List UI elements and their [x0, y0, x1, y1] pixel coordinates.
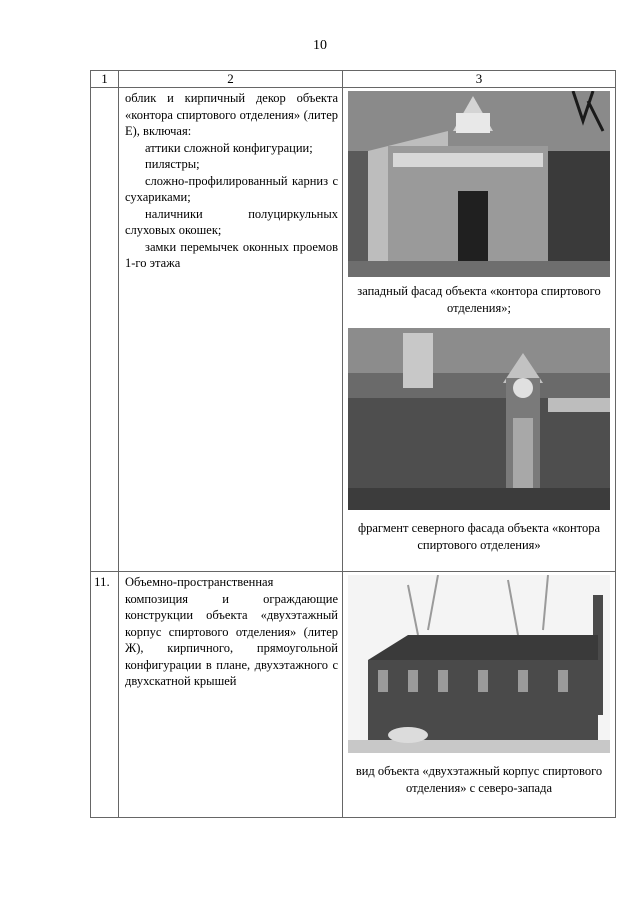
- row-number: 11.: [91, 572, 119, 818]
- west-facade-photo: [348, 91, 610, 277]
- header-col-3: 3: [343, 71, 616, 88]
- description-paragraph: аттики сложной конфигурации;: [145, 140, 313, 155]
- table-row: [91, 88, 616, 572]
- description-paragraph: облик и кирпичный декор объекта «контора спиртового отделения» (литер Е), включая:: [125, 91, 338, 138]
- corps-northwest-caption: вид объекта «двухэтажный корпус спиртового отделения» с северо-запада: [355, 764, 603, 795]
- west-facade-caption: западный фасад объекта «контора спиртового отделения»;: [357, 284, 601, 315]
- row-description: [119, 572, 343, 818]
- row-number: [91, 88, 119, 572]
- description-paragraph: пилястры;: [145, 157, 200, 171]
- table-header-row: [91, 71, 616, 88]
- object-table: [90, 70, 616, 818]
- north-facade-photo: [348, 328, 610, 510]
- table-row: [91, 572, 616, 818]
- row-photos: [343, 572, 616, 818]
- row-photos: [343, 88, 616, 572]
- header-col-1: 1: [91, 71, 119, 88]
- page-number: 10: [313, 38, 327, 53]
- description-paragraph: замки перемычек оконных проемов 1-го этажа: [125, 239, 338, 270]
- row-description: [119, 88, 343, 572]
- north-facade-caption: фрагмент северного фасада объекта «контора спиртового отделения»: [357, 521, 600, 552]
- description-paragraph: сложно-профилированный карниз с сухариками;: [125, 173, 338, 204]
- corps-northwest-photo: [348, 575, 610, 753]
- header-col-2: 2: [119, 71, 343, 88]
- description-paragraph: наличники полуциркульных слуховых окошек;: [125, 206, 338, 237]
- description-paragraph: Объемно-пространственная композиция и ограждающие конструкции объекта «двухэтажный корпус спиртового отделения» (литер Ж), кирпичного, прямоугольной конфигурации в плане, двухэтажного с двухскатной крышей: [125, 575, 338, 688]
